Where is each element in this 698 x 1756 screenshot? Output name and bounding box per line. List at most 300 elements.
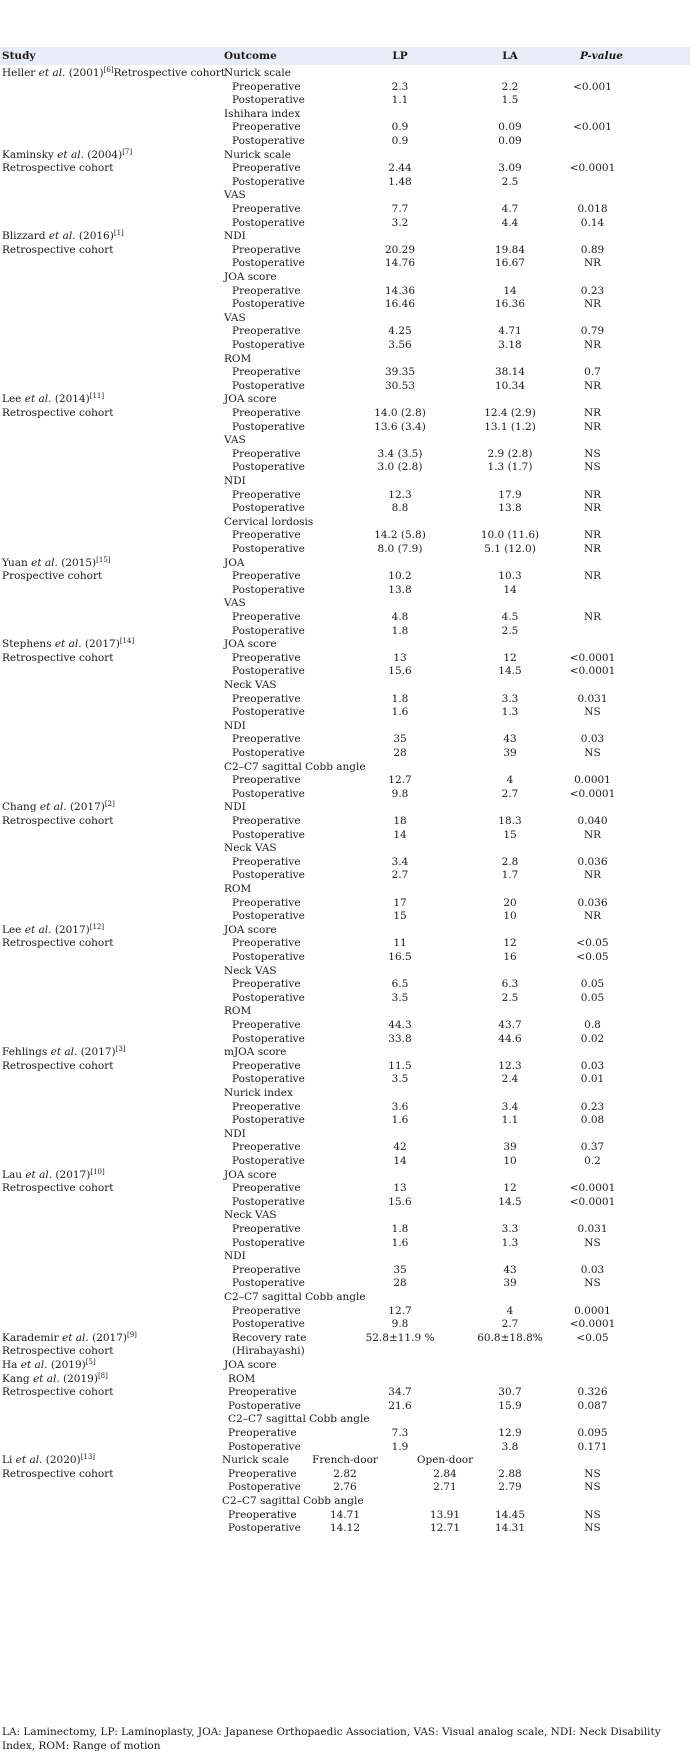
outcome-heading: NDI <box>224 719 246 732</box>
lp-value: 17 <box>393 896 407 909</box>
p-value: NS <box>584 461 601 474</box>
lp-value: 13.8 <box>388 583 412 596</box>
lp-value: 3.0 (2.8) <box>377 461 423 474</box>
p-value: NR <box>583 611 602 623</box>
timepoint-label: Postoperative <box>232 1073 305 1086</box>
p-value: <0.05 <box>576 951 609 963</box>
p-value: 0.02 <box>580 1032 605 1045</box>
lp-value: 3.56 <box>388 339 412 351</box>
timepoint-label: Postoperative <box>232 1032 305 1045</box>
lp-value: 1.48 <box>388 175 412 188</box>
study-name: Fehlings et al. (2017)[3] <box>2 1045 126 1059</box>
study-design: Retrospective cohort <box>2 651 114 664</box>
p-value: NR <box>583 339 602 351</box>
p-value: NR <box>583 502 602 515</box>
timepoint-label: Preoperative <box>232 1141 301 1154</box>
p-value: 0.23 <box>580 1100 605 1113</box>
p-value: 0.0001 <box>574 774 611 787</box>
la-value: 4.71 <box>498 325 522 338</box>
la-value: 2.9 (2.8) <box>487 447 533 460</box>
outcome-heading: (Hirabayashi) <box>232 1345 305 1358</box>
timepoint-label: Preoperative <box>232 1223 301 1235</box>
p-value: 0.14 <box>580 216 605 229</box>
p-value: NR <box>583 488 602 501</box>
timepoint-label: Postoperative <box>232 461 305 474</box>
timepoint-label: Preoperative <box>232 1263 301 1276</box>
lp-value: 35 <box>393 733 407 746</box>
timepoint-label: Postoperative <box>232 624 305 637</box>
p-value: 0.036 <box>577 896 608 909</box>
lp-french-door-value: 14.71 <box>329 1508 361 1521</box>
p-value: <0.0001 <box>569 787 616 800</box>
la-value: 0.09 <box>498 135 522 147</box>
p-value: NR <box>583 379 602 392</box>
p-value: NS <box>584 1467 601 1480</box>
timepoint-label: Postoperative <box>228 1481 301 1494</box>
p-value: 0.79 <box>580 325 605 338</box>
study-name: Yuan et al. (2015)[15] <box>2 555 111 569</box>
p-value: NS <box>584 1481 601 1494</box>
lp-value: 16.5 <box>388 951 412 963</box>
p-value: <0.0001 <box>569 1318 616 1331</box>
lp-value: 15.6 <box>388 1195 412 1208</box>
p-value: 0.03 <box>580 1263 605 1276</box>
study-design: Retrospective cohort <box>2 1182 114 1195</box>
lp-value: 3.4 <box>391 855 409 868</box>
study-name: Lau et al. (2017)[10] <box>2 1167 105 1181</box>
outcome-heading: ROM <box>224 352 252 365</box>
outcome-heading: JOA score <box>224 638 277 651</box>
timepoint-label: Postoperative <box>232 951 305 963</box>
timepoint-label: Postoperative <box>232 420 305 433</box>
la-value: 39 <box>503 1141 517 1154</box>
lp-open-door-value: 12.71 <box>429 1522 461 1535</box>
la-value: 2.5 <box>501 991 519 1004</box>
p-value: <0.0001 <box>569 1195 616 1208</box>
outcome-heading: Nurick scale <box>222 1454 290 1467</box>
p-value: NR <box>583 529 602 542</box>
outcome-heading: ROM <box>224 883 252 895</box>
la-value: 15 <box>503 828 517 841</box>
lp-value: 3.5 <box>391 991 409 1004</box>
p-value: 0.0001 <box>574 1304 611 1317</box>
study-name: Chang et al. (2017)[2] <box>2 800 115 814</box>
lp-value: 11.5 <box>388 1059 412 1072</box>
outcome-heading: Nurick index <box>224 1087 293 1099</box>
lp-value: 2.44 <box>388 162 412 175</box>
la-value: 16.67 <box>494 257 526 270</box>
la-value: 10 <box>503 910 517 923</box>
timepoint-label: Preoperative <box>232 203 301 215</box>
lp-value: 0.9 <box>391 135 409 147</box>
la-value: 4.7 <box>501 203 519 215</box>
p-value: 0.031 <box>577 692 608 705</box>
timepoint-label: Postoperative <box>232 1155 305 1167</box>
timepoint-label: Postoperative <box>232 216 305 229</box>
outcome-heading: Neck VAS <box>224 842 277 855</box>
la-value: 2.7 <box>501 787 519 800</box>
la-value: 1.1 <box>501 1114 519 1127</box>
timepoint-label: Preoperative <box>232 692 301 705</box>
p-value: <0.001 <box>573 80 612 93</box>
study-design: Prospective cohort <box>2 570 103 583</box>
lp-value: 10.2 <box>388 570 412 583</box>
outcome-heading: NDI <box>224 1250 246 1263</box>
la-value: 4.4 <box>501 216 519 229</box>
timepoint-label: Postoperative <box>232 706 305 719</box>
lp-value: 1.1 <box>391 94 409 107</box>
outcome-heading: Cervical lordosis <box>224 515 314 528</box>
p-value: NS <box>584 706 601 719</box>
outcome-heading: VAS <box>224 189 246 202</box>
timepoint-label: Postoperative <box>232 257 305 270</box>
la-value: 15.9 <box>498 1399 522 1412</box>
lp-value: 28 <box>393 747 407 759</box>
timepoint-label: Postoperative <box>228 1440 301 1453</box>
p-value: 0.89 <box>580 243 605 256</box>
lp-value: 12.7 <box>388 774 412 787</box>
lp-value: 3.4 (3.5) <box>377 447 423 460</box>
lp-value: 8.8 <box>391 502 409 515</box>
timepoint-label: Preoperative <box>232 1019 301 1031</box>
p-value: NR <box>583 910 602 923</box>
timepoint-label: Preoperative <box>232 1304 301 1317</box>
p-value: NS <box>584 447 601 460</box>
la-value: 2.7 <box>501 1318 519 1331</box>
lp-value: 1.9 <box>391 1440 409 1453</box>
outcome-heading: NDI <box>224 1127 246 1140</box>
la-value: 16.36 <box>494 298 526 311</box>
timepoint-label: Preoperative <box>232 162 301 175</box>
timepoint-label: Preoperative <box>232 978 301 991</box>
lp-value: 7.3 <box>391 1427 409 1439</box>
la-value: 3.8 <box>501 1440 519 1453</box>
la-value: 14.45 <box>494 1508 526 1521</box>
lp-value: 11 <box>393 937 407 950</box>
study-name: Li et al. (2020)[13] <box>2 1453 96 1467</box>
study-design: Retrospective cohort <box>2 407 114 419</box>
la-value: 19.84 <box>494 243 526 256</box>
footnote: LA: Laminectomy, LP: Laminoplasty, JOA: Japanese Orthopaedic Association, VAS: Visual analog scale, NDI: Neck Disability Index, ROM: Range of motion <box>2 1726 661 1752</box>
la-value: 14.5 <box>498 665 522 678</box>
study-design: Retrospective cohort <box>2 815 114 827</box>
study-name: Karademir et al. (2017)[9] <box>2 1330 137 1344</box>
lp-value: 52.8±11.9 % <box>365 1331 435 1344</box>
timepoint-label: Postoperative <box>232 1114 305 1127</box>
study-name: Blizzard et al. (2016)[1] <box>2 229 124 243</box>
p-value: NR <box>583 543 602 555</box>
p-value: NR <box>583 869 602 882</box>
la-value: 10 <box>503 1155 517 1167</box>
la-value: 2.4 <box>501 1073 519 1086</box>
p-value: 0.37 <box>580 1141 605 1154</box>
timepoint-label: Preoperative <box>232 815 301 827</box>
outcome-heading: VAS <box>224 434 246 447</box>
p-value: 0.2 <box>584 1155 601 1167</box>
timepoint-label: Postoperative <box>232 583 305 596</box>
la-value: 5.1 (12.0) <box>484 543 536 555</box>
p-value: NR <box>583 257 602 270</box>
study-design: Retrospective cohort <box>2 162 114 175</box>
lp-value: 30.53 <box>384 379 416 392</box>
la-value: 1.7 <box>501 869 519 882</box>
p-value: 0.018 <box>577 203 608 215</box>
timepoint-label: Postoperative <box>232 828 305 841</box>
timepoint-label: Preoperative <box>232 529 301 542</box>
outcome-heading: C2–C7 sagittal Cobb angle <box>222 1495 364 1507</box>
lp-value: 1.6 <box>391 1236 409 1249</box>
p-value: NR <box>583 420 602 433</box>
lp-open-door-value: 13.91 <box>429 1508 461 1521</box>
outcome-heading: JOA score <box>224 1168 277 1181</box>
timepoint-label: Postoperative <box>232 991 305 1004</box>
p-value: NS <box>584 1236 601 1249</box>
la-value: 39 <box>503 747 517 759</box>
p-value: <0.0001 <box>569 651 616 664</box>
lp-value: 20.29 <box>384 243 416 256</box>
la-value: 3.3 <box>501 692 519 705</box>
timepoint-label: Preoperative <box>232 447 301 460</box>
lp-value: 1.8 <box>391 624 409 637</box>
header-study: Study <box>2 50 36 62</box>
la-value: 2.79 <box>498 1481 522 1494</box>
p-value: 0.05 <box>580 978 605 991</box>
outcome-heading: NDI <box>224 475 246 487</box>
la-value: 6.3 <box>501 978 519 991</box>
p-value: NR <box>583 570 602 583</box>
lp-value: 21.6 <box>388 1399 412 1412</box>
outcome-heading: mJOA score <box>224 1046 287 1059</box>
timepoint-label: Postoperative <box>232 869 305 882</box>
timepoint-label: Preoperative <box>228 1386 297 1399</box>
timepoint-label: Preoperative <box>232 1059 301 1072</box>
la-value: 44.6 <box>498 1032 522 1045</box>
p-value: 0.7 <box>584 366 601 379</box>
lp-value: 1.8 <box>391 692 409 705</box>
timepoint-label: Postoperative <box>232 94 305 107</box>
la-value: 12 <box>503 1182 517 1195</box>
la-value: 2.88 <box>498 1467 522 1480</box>
header-outcome: Outcome <box>224 50 277 62</box>
lp-value: 8.0 (7.9) <box>377 543 423 555</box>
timepoint-label: Preoperative <box>232 611 301 623</box>
study-design: Retrospective cohort <box>2 937 114 950</box>
timepoint-label: Preoperative <box>232 284 301 297</box>
p-value: 0.095 <box>577 1427 608 1439</box>
header-la: LA <box>502 50 518 62</box>
timepoint-label: Preoperative <box>232 651 301 664</box>
header-lp: LP <box>392 50 408 62</box>
outcome-heading: Neck VAS <box>224 964 277 977</box>
outcome-heading: JOA score <box>224 393 277 406</box>
p-value: <0.05 <box>576 1331 609 1344</box>
la-value: 14.5 <box>498 1195 522 1208</box>
lp-value: 13 <box>393 1182 407 1195</box>
lp-value: 14.2 (5.8) <box>374 529 426 542</box>
la-value: 12 <box>503 651 517 664</box>
study-design: Retrospective cohort <box>2 1467 114 1480</box>
la-value: 30.7 <box>498 1386 522 1399</box>
la-value: 12.3 <box>498 1059 522 1072</box>
lp-value: 7.7 <box>391 203 409 215</box>
lp-value: 13.6 (3.4) <box>374 420 426 433</box>
p-value: 0.03 <box>580 733 605 746</box>
lp-value: 1.8 <box>391 1223 409 1235</box>
la-value: 43 <box>503 1263 517 1276</box>
p-value: 0.036 <box>577 855 608 868</box>
timepoint-label: Preoperative <box>232 896 301 909</box>
lp-value: 16.46 <box>384 298 416 311</box>
timepoint-label: Preoperative <box>232 774 301 787</box>
la-value: 17.9 <box>498 488 522 501</box>
timepoint-label: Preoperative <box>228 1427 297 1439</box>
la-value: 13.8 <box>498 502 522 515</box>
la-value: 1.5 <box>501 94 519 107</box>
timepoint-label: Postoperative <box>232 665 305 678</box>
outcome-heading: JOA score <box>224 923 277 936</box>
outcome-heading: VAS <box>224 597 246 610</box>
timepoint-label: Preoperative <box>232 407 301 419</box>
lp-value: 39.35 <box>384 366 416 379</box>
la-value: 1.3 <box>501 706 519 719</box>
la-value: 4 <box>506 1304 514 1317</box>
la-value: 2.8 <box>501 855 519 868</box>
p-value: NS <box>584 1508 601 1521</box>
lp-value: 44.3 <box>388 1019 412 1031</box>
outcome-heading: C2–C7 sagittal Cobb angle <box>224 1291 366 1303</box>
p-value: 0.08 <box>580 1114 605 1127</box>
study-name: Kaminsky et al. (2004)[7] <box>2 147 133 161</box>
timepoint-label: Preoperative <box>232 733 301 746</box>
lp-value: 9.8 <box>391 787 409 800</box>
study-name: Lee et al. (2014)[11] <box>2 392 105 406</box>
lp-value: 6.5 <box>391 978 409 991</box>
lp-value: 14.0 (2.8) <box>374 407 426 419</box>
timepoint-label: Preoperative <box>232 325 301 338</box>
lp-subheader-open-door: Open-door <box>416 1454 474 1467</box>
lp-value: 15 <box>393 910 407 923</box>
la-value: 43.7 <box>498 1019 522 1031</box>
study-design: Retrospective cohort <box>2 243 114 256</box>
outcome-heading: Neck VAS <box>224 679 277 691</box>
p-value: NS <box>584 1522 601 1535</box>
outcome-heading: JOA <box>224 556 245 569</box>
la-value: 2.5 <box>501 624 519 637</box>
timepoint-label: Postoperative <box>232 379 305 392</box>
outcome-heading: Ishihara index <box>224 107 301 120</box>
outcome-heading: C2–C7 sagittal Cobb angle <box>224 760 366 773</box>
timepoint-label: Postoperative <box>232 298 305 311</box>
lp-value: 35 <box>393 1263 407 1276</box>
lp-value: 3.2 <box>391 216 409 229</box>
lp-value: 3.6 <box>391 1100 409 1113</box>
timepoint-label: Postoperative <box>232 910 305 923</box>
la-value: 39 <box>503 1277 517 1290</box>
timepoint-label: Preoperative <box>232 243 301 256</box>
timepoint-label: Postoperative <box>232 175 305 188</box>
la-value: 14 <box>503 284 517 297</box>
la-value: 38.14 <box>494 366 526 379</box>
lp-value: 12.3 <box>388 488 412 501</box>
timepoint-label: Preoperative <box>228 1508 297 1521</box>
la-value: 13.1 (1.2) <box>484 420 536 433</box>
p-value: NR <box>583 407 602 419</box>
lp-value: 33.8 <box>388 1032 412 1045</box>
timepoint-label: Postoperative <box>232 543 305 555</box>
timepoint-label: Preoperative <box>232 1182 301 1195</box>
study-design: Retrospective cohort <box>2 1059 114 1072</box>
timepoint-label: Preoperative <box>232 121 301 134</box>
lp-value: 3.5 <box>391 1073 409 1086</box>
p-value: <0.001 <box>573 121 612 134</box>
study-name: Ha et al. (2019)[5] <box>2 1358 96 1371</box>
la-value: 2.2 <box>501 80 519 93</box>
lp-value: 14 <box>393 828 407 841</box>
outcome-heading: VAS <box>224 311 246 324</box>
lp-subheader-french-door: French-door <box>312 1454 378 1467</box>
timepoint-label: Preoperative <box>232 937 301 950</box>
lp-value: 15.6 <box>388 665 412 678</box>
lp-french-door-value: 2.82 <box>333 1467 357 1480</box>
la-value: 4 <box>506 774 514 787</box>
la-value: 3.4 <box>501 1100 519 1113</box>
la-value: 2.5 <box>501 175 519 188</box>
timepoint-label: Postoperative <box>232 1236 305 1249</box>
study-name: Stephens et al. (2017)[14] <box>2 637 135 651</box>
study-name: Kang et al. (2019)[8] <box>2 1371 108 1385</box>
outcome-heading: ROM <box>224 1005 252 1018</box>
la-value: 4.5 <box>501 611 519 623</box>
la-value: 43 <box>503 733 517 746</box>
la-value: 1.3 (1.7) <box>487 461 533 474</box>
timepoint-label: Preoperative <box>228 1467 297 1480</box>
la-value: 3.18 <box>498 339 522 351</box>
outcome-heading: Nurick scale <box>224 148 292 161</box>
la-value: 60.8±18.8% <box>477 1331 543 1344</box>
lp-open-door-value: 2.84 <box>433 1467 457 1480</box>
p-value: NS <box>584 747 601 759</box>
p-value: 0.031 <box>577 1223 608 1235</box>
la-value: 10.3 <box>498 570 522 583</box>
lp-value: 28 <box>393 1277 407 1290</box>
timepoint-label: Postoperative <box>232 502 305 515</box>
p-value: <0.0001 <box>569 665 616 678</box>
la-value: 12.4 (2.9) <box>484 407 536 419</box>
lp-value: 2.3 <box>391 80 409 93</box>
la-value: 14 <box>503 583 517 596</box>
outcome-heading: ROM <box>228 1372 256 1385</box>
la-value: 18.3 <box>498 815 522 827</box>
timepoint-label: Postoperative <box>232 1318 305 1331</box>
p-value: 0.040 <box>577 815 608 827</box>
la-value: 3.3 <box>501 1223 519 1235</box>
outcome-heading: NDI <box>224 230 246 243</box>
lp-value: 1.6 <box>391 1114 409 1127</box>
lp-value: 42 <box>393 1141 407 1154</box>
timepoint-label: Postoperative <box>232 747 305 759</box>
outcome-heading: JOA score <box>224 271 277 283</box>
p-value: 0.326 <box>577 1386 608 1399</box>
lp-value: 34.7 <box>388 1386 412 1399</box>
timepoint-label: Preoperative <box>232 855 301 868</box>
timepoint-label: Postoperative <box>232 135 305 147</box>
lp-french-door-value: 14.12 <box>329 1522 361 1535</box>
p-value: 0.171 <box>577 1440 608 1453</box>
la-value: 12 <box>503 937 517 950</box>
la-value: 0.09 <box>498 121 522 134</box>
timepoint-label: Postoperative <box>232 1195 305 1208</box>
la-value: 10.0 (11.6) <box>480 529 540 542</box>
